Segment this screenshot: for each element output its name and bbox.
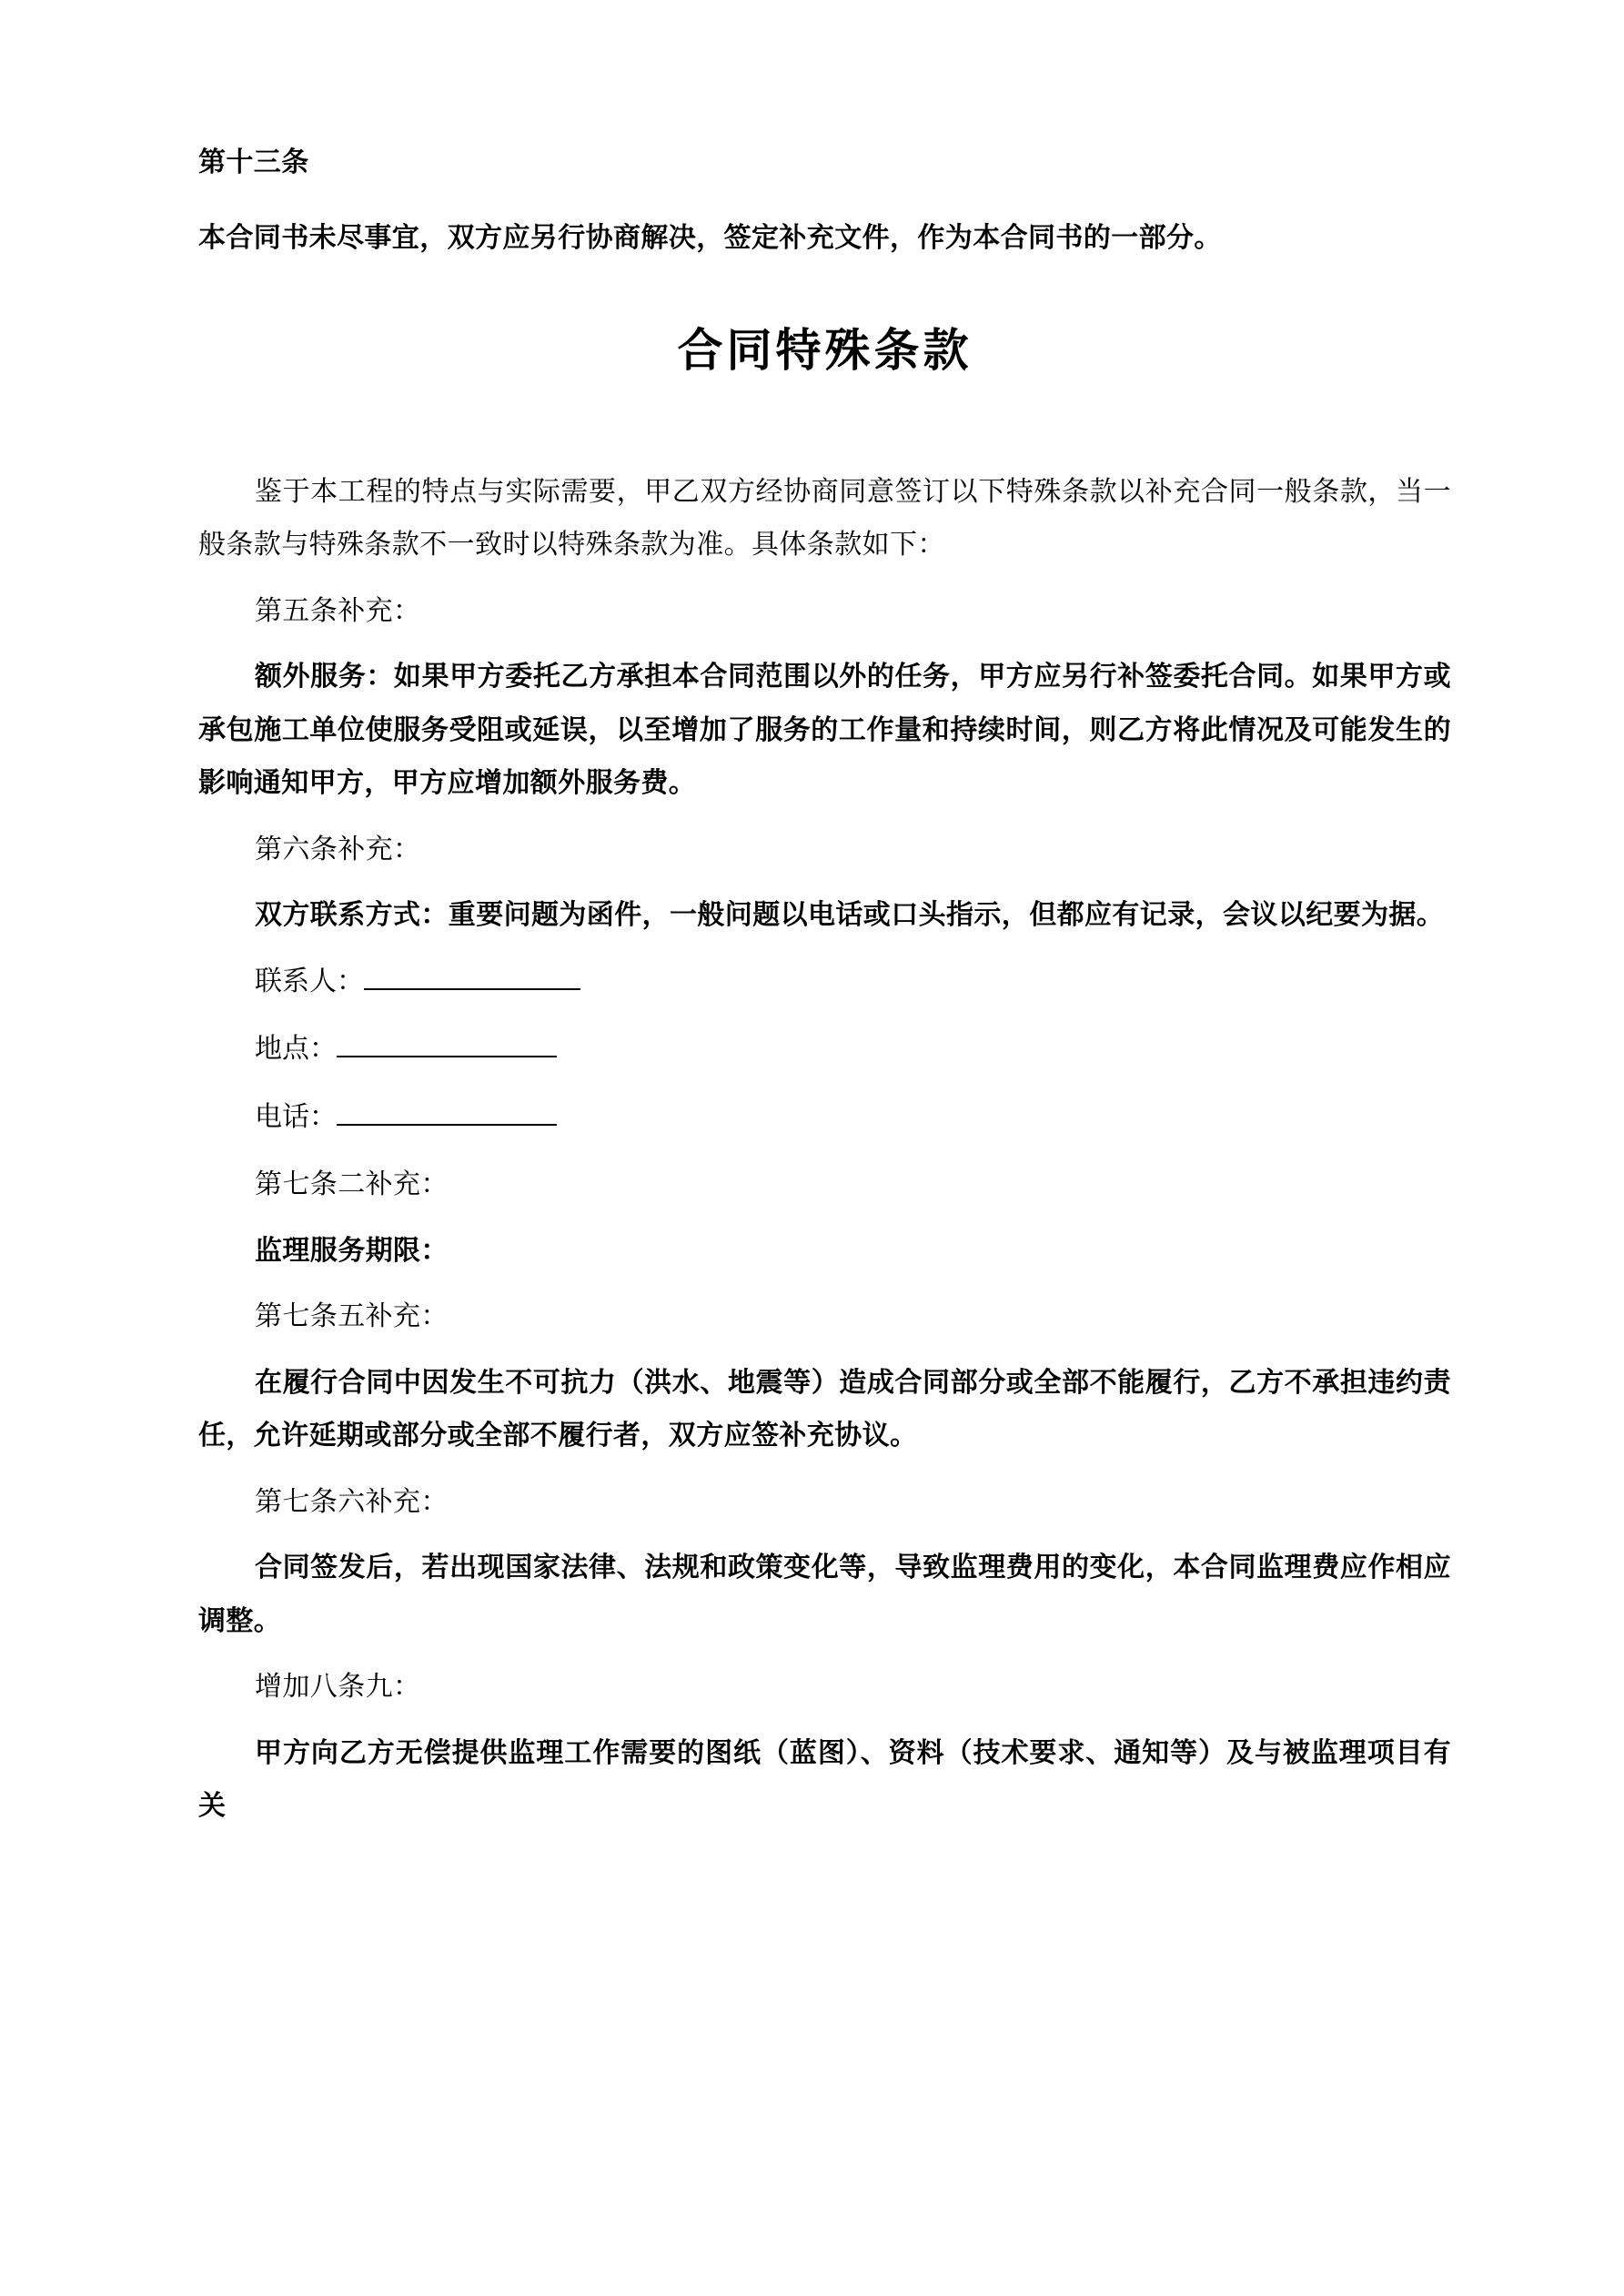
location-field (198, 1023, 1451, 1077)
clause-7-5-heading: 第七条五补充： (255, 1301, 449, 1331)
clause-7-6-heading: 第七条六补充： (255, 1486, 449, 1517)
contact-person-blank[interactable] (364, 988, 580, 990)
location-blank[interactable] (337, 1056, 557, 1057)
phone-blank[interactable] (337, 1124, 557, 1126)
clause-5-heading: 第五条补充： (255, 595, 421, 626)
clause-7-5-body: 在履行合同中因发生不可抗力（洪水、地震等）造成合同部分或全部不能履行，乙方不承担违约责任，允许延期或部分或全部不履行者，双方应签补充协议。 (198, 1367, 1451, 1451)
intro-paragraph: 鉴于本工程的特点与实际需要，甲乙双方经协商同意签订以下特殊条款以补充合同一般条款，当一般条款与特殊条款不一致时以特殊条款为准。具体条款如下： (198, 476, 1451, 560)
clause-7-2-body: 监理服务期限： (255, 1235, 449, 1266)
phone-field (198, 1091, 1451, 1145)
clause-6-body: 双方联系方式：重要问题为函件，一般问题以电话或口头指示，但都应有记录，会议以纪要为据。 (255, 900, 1445, 930)
clause-6-heading: 第六条补充： (255, 834, 421, 865)
article-13-body: 本合同书未尽事宜，双方应另行协商解决，签定补充文件，作为本合同书的一部分。 (198, 223, 1222, 253)
clause-7-6-body: 合同签发后，若出现国家法律、法规和政策变化等，导致监理费用的变化，本合同监理费应作相应调整。 (198, 1553, 1451, 1636)
clause-8-9-heading: 增加八条九： (255, 1672, 421, 1702)
location-label: 地点： (255, 1034, 337, 1064)
clause-8-9-body: 甲方向乙方无偿提供监理工作需要的图纸（蓝图）、资料（技术要求、通知等）及与被监理项目有关 (198, 1737, 1451, 1821)
article-13-heading: 第十三条 (198, 147, 309, 177)
contact-person-field (198, 956, 1451, 1009)
contact-person-label: 联系人： (255, 966, 364, 996)
clause-7-2-heading: 第七条二补充： (255, 1169, 449, 1199)
document-title: 合同特殊条款 (677, 324, 973, 376)
phone-label: 电话： (255, 1101, 337, 1132)
clause-5-body: 额外服务：如果甲方委托乙方承担本合同范围以外的任务，甲方应另行补签委托合同。如果甲方或承包施工单位使服务受阻或延误，以至增加了服务的工作量和持续时间，则乙方将此情况及可能发生的影响通知甲方，甲方应增加额外服务费。 (198, 662, 1451, 798)
